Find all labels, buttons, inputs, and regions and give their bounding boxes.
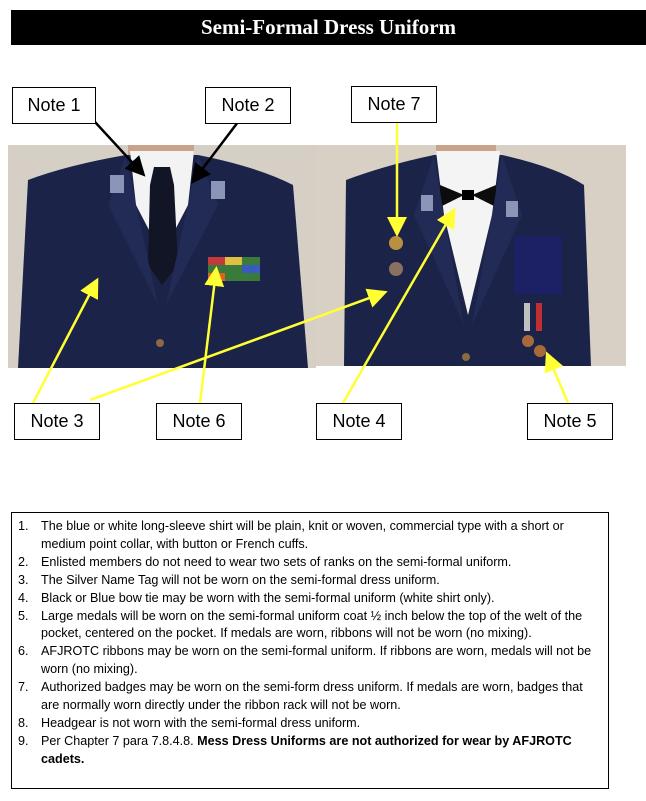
note-number: 7. — [18, 680, 29, 695]
note-item-4 — [18, 590, 600, 608]
note-text-plain: Per Chapter 7 para 7.8.4.8. — [41, 733, 194, 748]
note-number: 1. — [18, 519, 29, 533]
note-text: Headgear is not worn with the semi-formal dress uniform. — [41, 715, 361, 730]
note-item-5 — [18, 608, 600, 644]
notes-box — [11, 512, 609, 789]
note-text — [41, 733, 600, 769]
note-item-7 — [18, 679, 600, 715]
note-text: AFJROTC ribbons may be worn on the semi-formal uniform. If ribbons are worn, medals will not be worn (no mixing). — [41, 644, 592, 677]
note-text: Black or Blue bow tie may be worn with the semi-formal uniform (white shirt only). — [41, 590, 495, 605]
note-number: 8. — [18, 715, 29, 730]
page-title: Semi-Formal Dress Uniform — [11, 10, 646, 45]
note-item-1 — [18, 518, 600, 554]
uniform-photo-necktie — [8, 145, 316, 368]
note-text: Authorized badges may be worn on the semi-form dress uniform. If medals are worn, badges that are normally worn directly under the ribbon rack will not be worn. — [41, 680, 583, 713]
note-number: 9. — [18, 733, 29, 748]
callout-note-7: Note 7 — [351, 86, 437, 123]
callout-note-1: Note 1 — [12, 87, 96, 124]
note-item-9 — [18, 733, 600, 769]
note-item-2 — [18, 554, 600, 572]
callout-note-2: Note 2 — [205, 87, 291, 124]
note-text: The blue or white long-sleeve shirt will be plain, knit or woven, commercial type with a short or medium point collar, with button or French cuffs. — [41, 519, 564, 551]
note-text: The Silver Name Tag will not be worn on the semi-formal dress uniform. — [41, 572, 440, 587]
note-item-8 — [18, 715, 600, 733]
note-number: 6. — [18, 644, 29, 659]
note-number: 5. — [18, 608, 29, 623]
note-item-3 — [18, 572, 600, 590]
note-number: 3. — [18, 572, 29, 587]
callout-note-3: Note 3 — [14, 403, 100, 440]
notes-list — [18, 518, 600, 769]
note-text: Large medals will be worn on the semi-formal uniform coat ½ inch below the top of the welt of the pocket, centered on the pocket. If medals are worn, ribbons will not be worn (no mixing). — [41, 608, 583, 641]
uniform-photo-bowtie — [316, 145, 626, 366]
note-number: 4. — [18, 590, 29, 605]
callout-note-6: Note 6 — [156, 403, 242, 440]
callout-note-5: Note 5 — [527, 403, 613, 440]
note-number: 2. — [18, 554, 29, 569]
callout-note-4: Note 4 — [316, 403, 402, 440]
note-text-bold: Mess Dress Uniforms are not authorized for wear by AFJROTC cadets. — [41, 733, 572, 766]
note-item-6 — [18, 643, 600, 679]
note-text: Enlisted members do not need to wear two sets of ranks on the semi-formal uniform. — [41, 554, 512, 569]
